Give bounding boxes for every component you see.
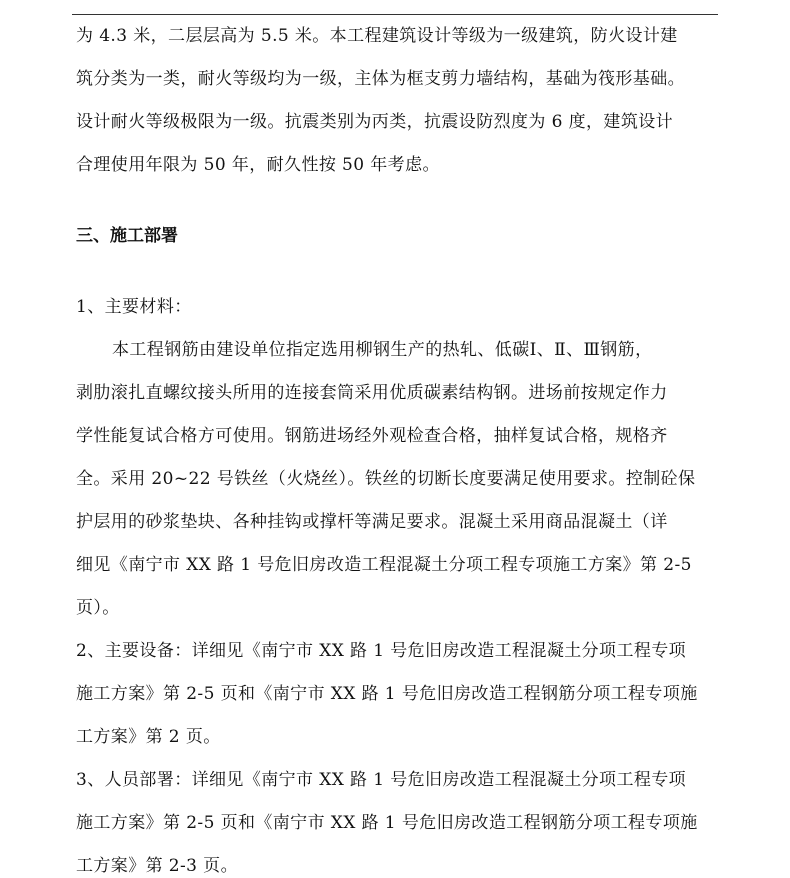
equipment-section: [76, 639, 718, 749]
intro-paragraph: [76, 24, 718, 177]
paragraph-line: 剥肋滚扎直螺纹接头所用的连接套筒采用优质碳素结构钢。进场前按规定作力: [76, 383, 668, 403]
paragraph-line: 2、主要设备：详细见《南宁市 XX 路 1 号危旧房改造工程混凝土分项工程专项: [76, 641, 687, 661]
paragraph-line: 设计耐火等级极限为一级。抗震类别为丙类，抗震设防烈度为 6 度，建筑设计: [76, 112, 674, 132]
paragraph-line: 工方案》第 2-3 页。: [76, 856, 238, 876]
paragraph-line: 施工方案》第 2-5 页和《南宁市 XX 路 1 号危旧房改造工程钢筋分项工程专项施: [76, 813, 698, 833]
section-heading: 三、施工部署: [76, 226, 178, 246]
paragraph-line: 护层用的砂浆垫块、各种挂钩或撑杆等满足要求。混凝土采用商品混凝土（详: [76, 512, 668, 532]
materials-label: 1、主要材料：: [76, 297, 192, 317]
paragraph-line: 施工方案》第 2-5 页和《南宁市 XX 路 1 号危旧房改造工程钢筋分项工程专项施: [76, 684, 698, 704]
paragraph-line: 工方案》第 2 页。: [76, 727, 221, 747]
paragraph-line: 学性能复试合格方可使用。钢筋进场经外观检查合格，抽样复试合格，规格齐: [76, 426, 668, 446]
paragraph-line: 全。采用 20~22 号铁丝（火烧丝）。铁丝的切断长度要满足使用要求。控制砼保: [76, 469, 696, 489]
paragraph-line: 3、人员部署：详细见《南宁市 XX 路 1 号危旧房改造工程混凝土分项工程专项: [76, 770, 687, 790]
paragraph-line: 合理使用年限为 50 年，耐久性按 50 年考虑。: [76, 155, 440, 175]
personnel-section: [76, 768, 718, 878]
paragraph-line: 本工程钢筋由建设单位指定选用柳钢生产的热轧、低碳Ⅰ、Ⅱ、Ⅲ钢筋，: [112, 340, 653, 360]
paragraph-line: 页）。: [76, 598, 120, 618]
document-body: [76, 24, 718, 878]
paragraph-line: 为 4.3 米，二层层高为 5.5 米。本工程建筑设计等级为一级建筑，防火设计建: [76, 26, 678, 46]
materials-section: [76, 295, 718, 620]
header-rule: [72, 14, 718, 15]
paragraph-line: 细见《南宁市 XX 路 1 号危旧房改造工程混凝土分项工程专项施工方案》第 2-5: [76, 555, 692, 575]
paragraph-line: 筑分类为一类，耐火等级均为一级，主体为框支剪力墙结构，基础为筏形基础。: [76, 69, 685, 89]
